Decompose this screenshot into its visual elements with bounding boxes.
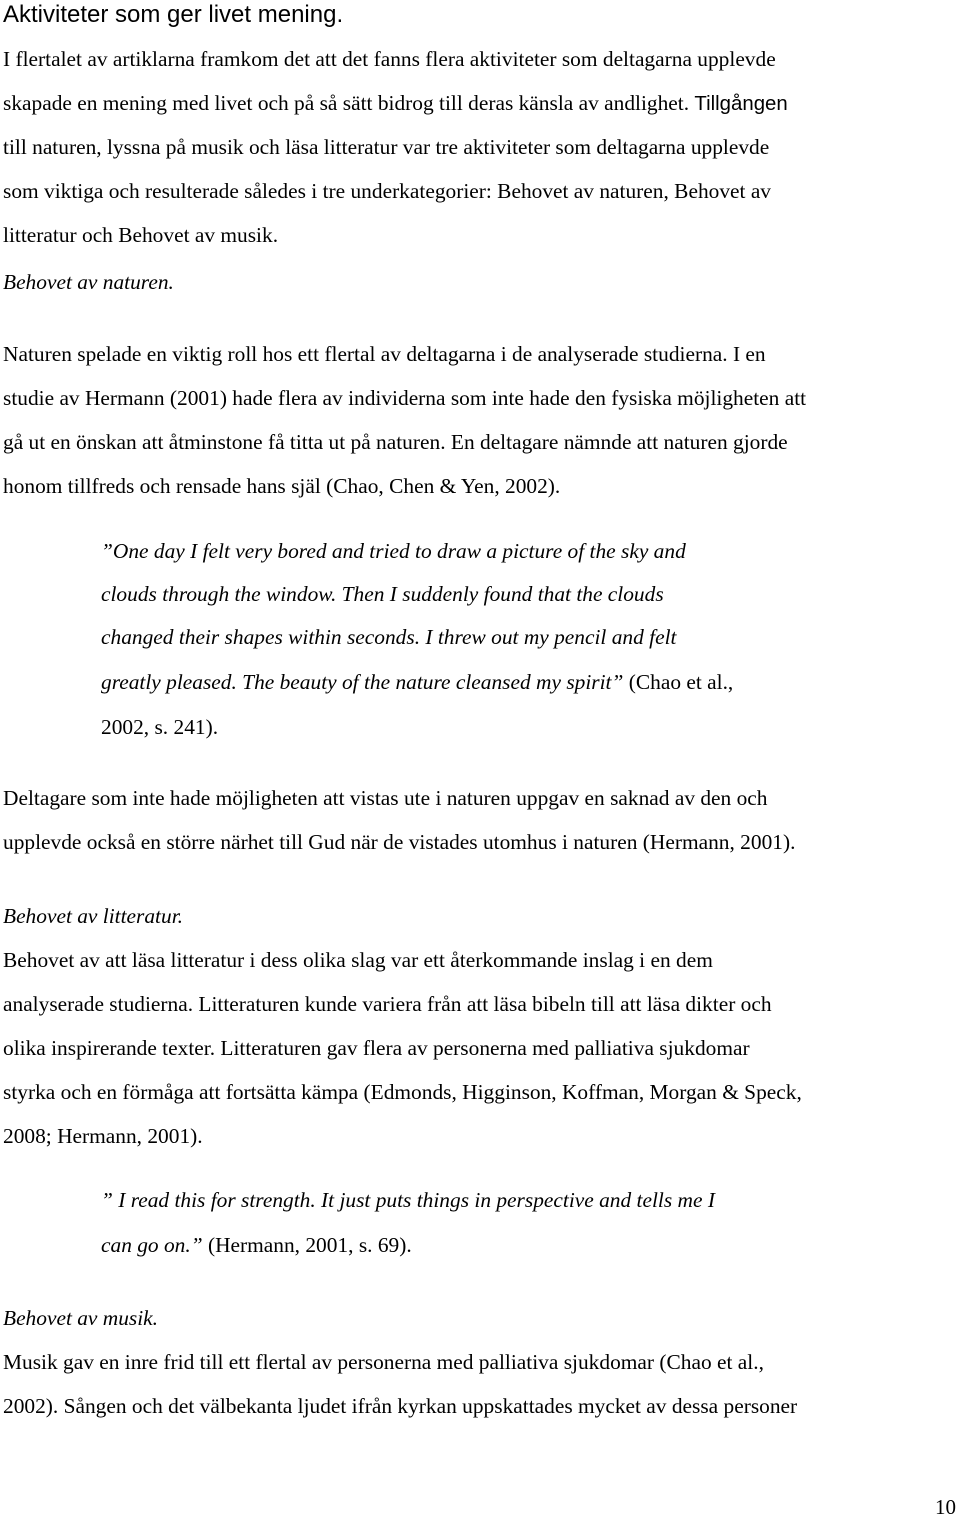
quote-citation: (Hermann, 2001, s. 69). — [202, 1233, 412, 1257]
quote-text: can go on.” — [101, 1233, 203, 1257]
nature-line: studie av Hermann (2001) hade flera av individerna som inte hade den fysiska möjligheten att — [3, 386, 807, 410]
nature-line: honom tillfreds och rensade hans själ (Chao, Chen & Yen, 2002). — [3, 474, 561, 498]
page-number: 10 — [935, 1495, 956, 1519]
nature-quote-line: ”One day I felt very bored and tried to draw a picture of the sky and — [101, 539, 686, 563]
literature-line: analyserade studierna. Litteraturen kunde variera från att läsa bibeln till att läsa dikter och — [3, 992, 772, 1016]
nature-heading: Behovet av naturen. — [3, 270, 174, 294]
literature-line: Behovet av att läsa litteratur i dess olika slag var ett återkommande inslag i en dem — [3, 948, 713, 972]
intro-line: I flertalet av artiklarna framkom det att det fanns flera aktiviteter som deltagarna upplevde — [3, 47, 776, 71]
nature-quote-line: clouds through the window. Then I suddenly found that the clouds — [101, 582, 664, 606]
nature-after-line: Deltagare som inte hade möjligheten att vistas ute i naturen uppgav en saknad av den och — [3, 786, 768, 810]
literature-line: 2008; Hermann, 2001). — [3, 1124, 203, 1148]
nature-line: gå ut en önskan att åtminstone få titta ut på naturen. En deltagare nämnde att naturen gjorde — [3, 430, 788, 454]
literature-quote-line — [101, 1231, 412, 1259]
literature-quote-line: ” I read this for strength. It just puts things in perspective and tells me I — [101, 1188, 715, 1212]
literature-line: olika inspirerande texter. Litteraturen gav flera av personerna med palliativa sjukdomar — [3, 1036, 750, 1060]
section-title: Aktiviteter som ger livet mening. — [3, 1, 344, 28]
quote-citation: (Chao et al., — [623, 670, 734, 694]
nature-after-line: upplevde också en större närhet till Gud när de vistades utomhus i naturen (Hermann, 2001). — [3, 830, 796, 854]
literature-line: styrka och en förmåga att fortsätta kämpa (Edmonds, Higginson, Koffman, Morgan & Speck, — [3, 1080, 802, 1104]
intro-line: som viktiga och resulterade således i tre underkategorier: Behovet av naturen, Behovet av — [3, 179, 772, 203]
intro-line: litteratur och Behovet av musik. — [3, 223, 279, 247]
nature-quote-line — [101, 668, 733, 696]
music-line: Musik gav en inre frid till ett flertal av personerna med palliativa sjukdomar (Chao et al., — [3, 1350, 764, 1374]
intro-text-sans: Tillgången — [689, 93, 788, 115]
music-heading: Behovet av musik. — [3, 1306, 159, 1330]
nature-quote-citation: 2002, s. 241). — [101, 715, 219, 739]
music-line: 2002). Sången och det välbekanta ljudet ifrån kyrkan uppskattades mycket av dessa personer — [3, 1394, 798, 1418]
nature-quote-line: changed their shapes within seconds. I threw out my pencil and felt — [101, 625, 677, 649]
quote-text: greatly pleased. The beauty of the nature cleansed my spirit” — [101, 670, 624, 694]
nature-line: Naturen spelade en viktig roll hos ett flertal av deltagarna i de analyserade studierna. I en — [3, 342, 766, 366]
intro-text-serif: skapade en mening med livet och på så sätt bidrog till deras känsla av andlighet. — [3, 91, 690, 115]
intro-line: till naturen, lyssna på musik och läsa litteratur var tre aktiviteter som deltagarna upplevde — [3, 135, 770, 159]
intro-line — [3, 89, 788, 118]
literature-heading: Behovet av litteratur. — [3, 904, 183, 928]
